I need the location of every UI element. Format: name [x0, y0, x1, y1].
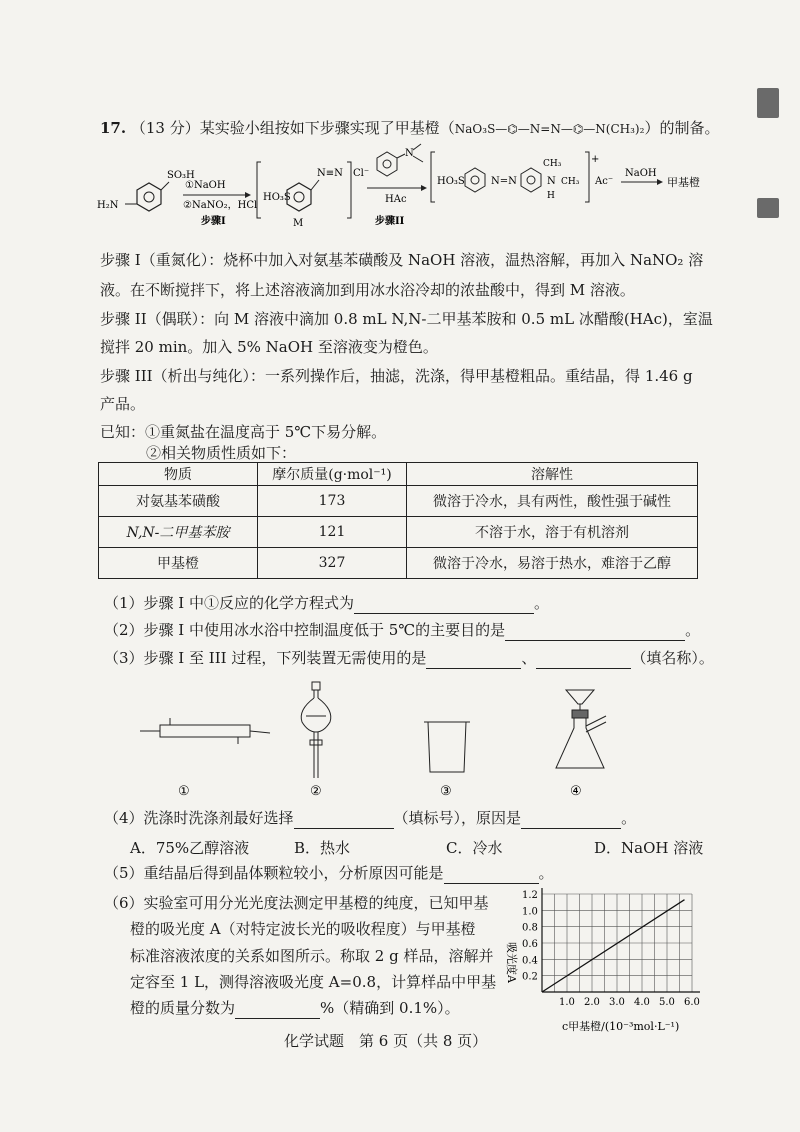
answer-blank-2[interactable]: [505, 626, 685, 641]
hso3s2-text: HO₃S: [437, 176, 465, 187]
answer-blank-1[interactable]: [354, 599, 534, 614]
question-2: [104, 619, 700, 641]
x-tick-label: 5.0: [659, 997, 675, 1008]
y-tick-label: 0.8: [522, 922, 538, 934]
step1-label: 步骤I: [201, 216, 226, 227]
margin-tab-bottom: [757, 198, 779, 218]
option-d[interactable]: D．NaOH 溶液: [594, 839, 704, 857]
apparatus-figure: [130, 680, 630, 805]
azo-text: N=N: [491, 176, 517, 187]
product-text: 甲基橙: [667, 176, 700, 189]
y-tick-label: 1.0: [522, 906, 538, 918]
nh-text: N: [547, 176, 556, 187]
hso3s-text: HO₃S: [263, 192, 291, 203]
step2-line2: 搅拌 20 min。加入 5% NaOH 至溶液变为橙色。: [100, 338, 438, 356]
question-4-mid: （填标号），原因是: [393, 809, 522, 827]
table-row: [99, 548, 698, 579]
h2n-text: H₂N: [97, 200, 119, 211]
acetate-text: Ac⁻: [595, 176, 614, 187]
table-row: [99, 517, 698, 548]
answer-blank-4a[interactable]: [294, 814, 394, 829]
table-cell: 173: [258, 486, 407, 517]
condenser-apparatus: [140, 718, 270, 744]
x-tick-label: 1.0: [559, 997, 575, 1008]
option-a[interactable]: A．75%乙醇溶液: [130, 839, 250, 857]
known-1: 已知：①重氮盐在温度高于 5℃下易分解。: [100, 423, 387, 441]
question-6-line4: 定容至 1 L，测得溶液吸光度 A=0.8，计算样品中甲基: [130, 973, 497, 991]
apparatus-label-1: ①: [178, 784, 190, 799]
y-axis-label: 吸光度A: [505, 942, 518, 983]
m-label: M: [293, 218, 304, 229]
question-intro: 某实验小组按如下步骤实现了甲基橙（: [199, 119, 455, 137]
known-2: ②相关物质性质如下：: [146, 444, 297, 462]
question-5-text: （5）重结晶后得到晶体颗粒较小，分析原因可能是: [104, 864, 444, 882]
y-tick-label: 1.2: [522, 890, 538, 901]
apparatus-label-2: ②: [310, 784, 322, 799]
answer-blank-6[interactable]: [235, 1004, 320, 1019]
chloride-text: Cl⁻: [353, 168, 370, 179]
x-tick-label: 2.0: [584, 997, 600, 1008]
reagent-naoh: ①NaOH: [185, 180, 226, 191]
table-header: 物质: [99, 463, 258, 486]
question-2-text: （2）步骤 I 中使用冰水浴中控制温度低于 5℃的主要目的是: [104, 621, 506, 639]
question-4: [104, 807, 636, 829]
question-6-line3: 标准溶液浓度的关系如图所示。称取 2 g 样品，溶解并: [130, 947, 494, 965]
table-cell: 不溶于水，溶于有机溶剂: [407, 517, 698, 548]
plus-charge: +: [591, 154, 600, 165]
question-number: 17.: [100, 119, 127, 137]
apparatus-label-4: ④: [570, 784, 582, 799]
question-3-end: （填名称）。: [631, 649, 714, 667]
y-tick-label: 0.6: [522, 939, 538, 950]
step1-line2: 液。在不断搅拌下，将上述溶液滴加到用冰水浴冷却的浓盐酸中，得到 M 溶液。: [100, 281, 635, 299]
question-6-line1: （6）实验室可用分光光度法测定甲基橙的纯度，已知甲基: [104, 894, 489, 912]
table-cell: 121: [258, 517, 407, 548]
table-cell: 甲基橙: [99, 548, 258, 579]
table-header: 摩尔质量(g·mol⁻¹): [258, 463, 407, 486]
question-score: （13 分）: [130, 119, 200, 137]
question-6-line5: [130, 997, 460, 1019]
absorbance-chart: [500, 880, 710, 1040]
reagent-nano2-hcl: ②NaNO₂，HCl: [183, 200, 258, 211]
apparatus-label-3: ③: [440, 784, 452, 799]
table-cell: 327: [258, 548, 407, 579]
question-6-line2: 橙的吸光度 A（对特定波长光的吸收程度）与甲基橙: [130, 920, 476, 938]
question-intro-end: ）的制备。: [644, 119, 720, 137]
step2-line1: 步骤 II（偶联）：向 M 溶液中滴加 0.8 mL N,N-二甲基苯胺和 0.5 mL 冰醋酸(HAc)，室温: [100, 310, 713, 328]
y-tick-label: 0.2: [522, 971, 538, 983]
table-cell: 微溶于冷水，具有两性，酸性强于碱性: [407, 486, 698, 517]
x-tick-label: 3.0: [609, 997, 625, 1008]
question-1-end: 。: [534, 594, 550, 612]
sulfanilic-acid-structure: [97, 170, 195, 211]
ch3-top: CH₃: [543, 159, 562, 169]
y-tick-label: 0.4: [522, 955, 538, 967]
naoh-text: NaOH: [625, 168, 657, 179]
question-3-sep: 、: [521, 649, 537, 667]
question-3-text: （3）步骤 I 至 III 过程，下列装置无需使用的是: [104, 649, 427, 667]
property-table: [98, 462, 698, 579]
hac-text: HAc: [385, 194, 407, 205]
page-footer: 化学试题 第 6 页（共 8 页）: [284, 1032, 488, 1050]
question-2-end: 。: [685, 621, 701, 639]
question-17-header: [100, 117, 719, 140]
ch3-right: CH₃: [561, 177, 580, 187]
question-1-text: （1）步骤 I 中①反应的化学方程式为: [104, 594, 355, 612]
question-4-end: 。: [621, 809, 637, 827]
table-cell: N,N-二甲基苯胺: [99, 517, 258, 548]
answer-blank-3a[interactable]: [426, 654, 521, 669]
question-3: [104, 647, 714, 669]
x-axis-label: c甲基橙/(10⁻³mol·L⁻¹): [562, 1020, 680, 1033]
step3-line2: 产品。: [100, 395, 146, 413]
step3-line1: 步骤 III（析出与纯化）：一系列操作后，抽滤，洗涤，得甲基橙粗品。重结晶，得 1.46 g: [100, 367, 693, 385]
reaction-scheme: [95, 140, 715, 235]
dimethylamine-n: N: [405, 148, 414, 159]
answer-blank-4b[interactable]: [521, 814, 621, 829]
question-6-text: 橙的质量分数为: [130, 999, 236, 1017]
so3h-text: SO₃H: [167, 170, 195, 181]
question-5: [104, 862, 554, 884]
answer-blank-3b[interactable]: [536, 654, 631, 669]
suction-flask-apparatus: [556, 690, 606, 768]
question-1: [104, 592, 549, 614]
table-cell: 对氨基苯磺酸: [99, 486, 258, 517]
table-row: [99, 486, 698, 517]
margin-tab-top: [757, 88, 779, 118]
option-c[interactable]: C．冷水: [446, 839, 503, 857]
table-cell: 微溶于冷水，易溶于热水，难溶于乙醇: [407, 548, 698, 579]
h-text: H: [547, 191, 555, 201]
question-5-end: 。: [538, 864, 554, 882]
separatory-funnel-apparatus: [301, 682, 331, 778]
option-b[interactable]: B．热水: [294, 839, 351, 857]
question-6-end: %（精确到 0.1%）。: [320, 999, 460, 1017]
question-4-text: （4）洗涤时洗涤剂最好选择: [104, 809, 294, 827]
methyl-orange-formula: NaO₃S—⌬—N=N—⌬—N(CH₃)₂: [454, 122, 645, 136]
table-header: 溶解性: [407, 463, 698, 486]
step2-label: 步骤II: [375, 216, 405, 227]
diazonium-text: N≡N: [317, 168, 343, 179]
x-tick-label: 6.0: [684, 997, 700, 1008]
x-tick-label: 4.0: [634, 997, 650, 1008]
beaker-apparatus: [424, 722, 470, 772]
table-header-row: [99, 463, 698, 486]
series-line: [542, 900, 685, 992]
step1-line1: 步骤 I（重氮化）：烧杯中加入对氨基苯磺酸及 NaOH 溶液，温热溶解，再加入 NaNO₂ 溶: [100, 251, 704, 269]
